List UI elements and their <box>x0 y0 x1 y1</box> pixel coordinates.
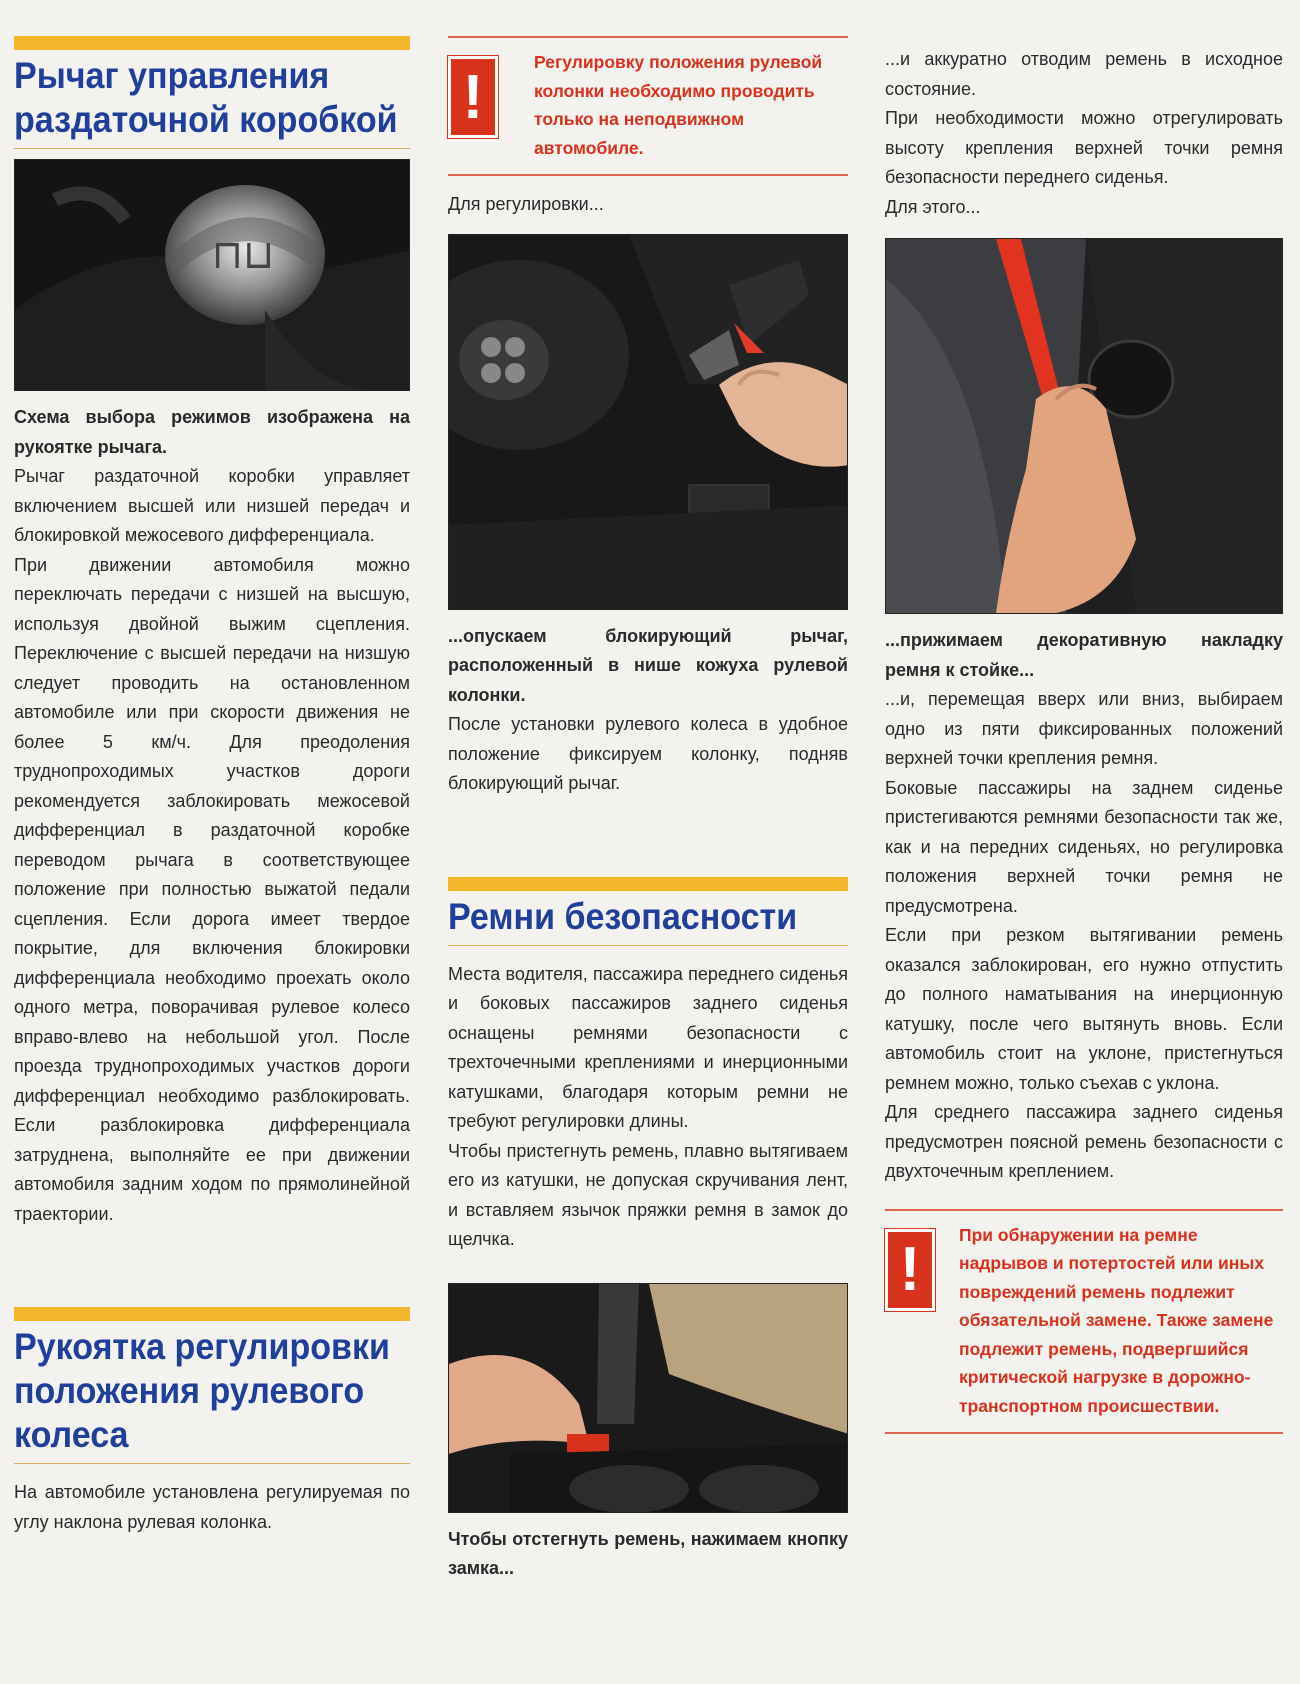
body-paragraph: После установки рулевого колеса в удобное положение фиксируем колонку, подняв блокирующий рычаг. <box>448 714 848 793</box>
photo-caption: ...опускаем блокирующий рычаг, расположенный в нише кожуха рулевой колонки. <box>448 625 848 705</box>
column-left <box>14 0 410 1537</box>
heading-underline <box>448 945 848 946</box>
heading-line: Рукоятка регулировки <box>14 1326 390 1367</box>
exclamation-warning-icon: ! <box>885 1229 935 1311</box>
photo-caption: Схема выбора режимов изображена на рукоятке рычага. <box>14 407 410 457</box>
warning-text: Регулировку положения рулевой колонки необходимо проводить только на неподвижном автомобиле. <box>534 52 823 158</box>
seatbelt-buckle-photo <box>448 1283 848 1513</box>
warning-box <box>885 1211 1283 1433</box>
body-paragraph: Если при резком вытягивании ремень оказался заблокирован, его нужно отпустить до полного наматывания на инерционную катушку, после чего вытянуть вновь. Если автомобиль стоит на уклоне, пристегнуться ремнем можно, только съехав с уклона. <box>885 925 1283 1093</box>
heading-line: колеса <box>14 1414 129 1455</box>
body-paragraph: Чтобы пристегнуть ремень, плавно вытягиваем его из катушки, не допуская скручивания лент, и вставляем язычок пряжки ремня в замок до щелчка. <box>448 1140 848 1249</box>
heading-line: Ремни безопасности <box>448 895 798 937</box>
section-accent-bar <box>448 877 848 891</box>
gear-knob-photo <box>14 159 410 391</box>
body-paragraph: Боковые пассажиры на заднем сиденье пристегиваются ремнями безопасности так же, как и на передних сиденьях, но регулировка положения верхней точки ремня не предусмотрена. <box>885 777 1283 916</box>
column-middle <box>448 0 848 1584</box>
steering-column-lever-photo <box>448 234 848 610</box>
heading-underline <box>14 148 410 149</box>
body-paragraph: Для этого... <box>885 196 981 217</box>
body-paragraph: ...и, перемещая вверх или вниз, выбираем одно из пяти фиксированных положений верхней точки крепления ремня. <box>885 689 1283 768</box>
column-right <box>885 0 1283 1434</box>
body-paragraph: При необходимости можно отрегулировать высоту крепления верхней точки ремня безопасности переднего сиденья. <box>885 108 1283 187</box>
heading-line: раздаточной коробкой <box>14 99 398 140</box>
svg-text:⊓⊔: ⊓⊔ <box>211 232 275 278</box>
body-paragraph: При движении автомобиля можно переключать передачи с низшей на высшую, используя двойной выжим сцепления. Переключение с высшей передачи на низшую следует проводить на остановленном автомобиле или при скорости движения не более 5 км/ч. Для преодоления труднопроходимых участков дороги рекомендуется заблокировать межосевой дифференциал в раздаточной коробке переводом рычага в соответствующее положение при полностью выжатой педали сцепления. Если дорога имеет твердое покрытие, для включения блокировки дифференциала необходимо проехать около одного метра, поворачивая рулевое колесо вправо-влево на небольшой угол. После проезда труднопроходимых участков дороги дифференциал необходимо разблокировать. Если разблокировка дифференциала затруднена, выполняйте ее при движении автомобиля задним ходом по прямолинейной траектории. <box>14 554 410 1224</box>
heading-line: Рычаг управления <box>14 55 330 96</box>
warning-border-bottom <box>448 174 848 176</box>
body-paragraph: Для среднего пассажира заднего сиденья предусмотрен поясной ремень безопасности с двухточечным креплением. <box>885 1102 1283 1181</box>
photo-caption: ...прижимаем декоративную накладку ремня к стойке... <box>885 630 1283 680</box>
warning-text: При обнаружении на ремне надрывов и потертостей или иных повреждений ремень подлежит обязательной замене. Также замене подлежит ремень, подвергшийся критической нагрузке в дорожно-транспортном происшествии. <box>959 1224 1274 1416</box>
belt-height-adjuster-photo <box>885 238 1283 614</box>
body-paragraph: Места водителя, пассажира переднего сиденья и боковых пассажиров заднего сиденья оснащены ремнями безопасности с трехточечными креплениями и инерционными катушками, благодаря которым ремни не требуют регулировки длины. <box>448 963 848 1131</box>
body-paragraph: ...и аккуратно отводим ремень в исходное состояние. <box>885 49 1283 99</box>
section-heading-seatbelts <box>448 895 816 939</box>
section-heading-steering-adjust <box>14 1325 390 1457</box>
warning-border-bottom <box>885 1432 1283 1434</box>
body-paragraph: На автомобиле установлена регулируемая по углу наклона рулевая колонка. <box>14 1482 410 1532</box>
exclamation-warning-icon: ! <box>448 56 498 138</box>
photo-caption: Чтобы отстегнуть ремень, нажимаем кнопку замка... <box>448 1528 848 1578</box>
section-accent-bar <box>14 1307 410 1321</box>
heading-line: положения рулевого <box>14 1370 365 1411</box>
section-heading-transfer-lever <box>14 54 398 142</box>
heading-underline <box>14 1463 410 1464</box>
warning-box <box>448 38 848 174</box>
intro-text: Для регулировки... <box>448 194 604 214</box>
body-paragraph: Рычаг раздаточной коробки управляет включением высшей или низшей передач и блокировкой межосевого дифференциала. <box>14 466 410 545</box>
section-accent-bar <box>14 36 410 50</box>
